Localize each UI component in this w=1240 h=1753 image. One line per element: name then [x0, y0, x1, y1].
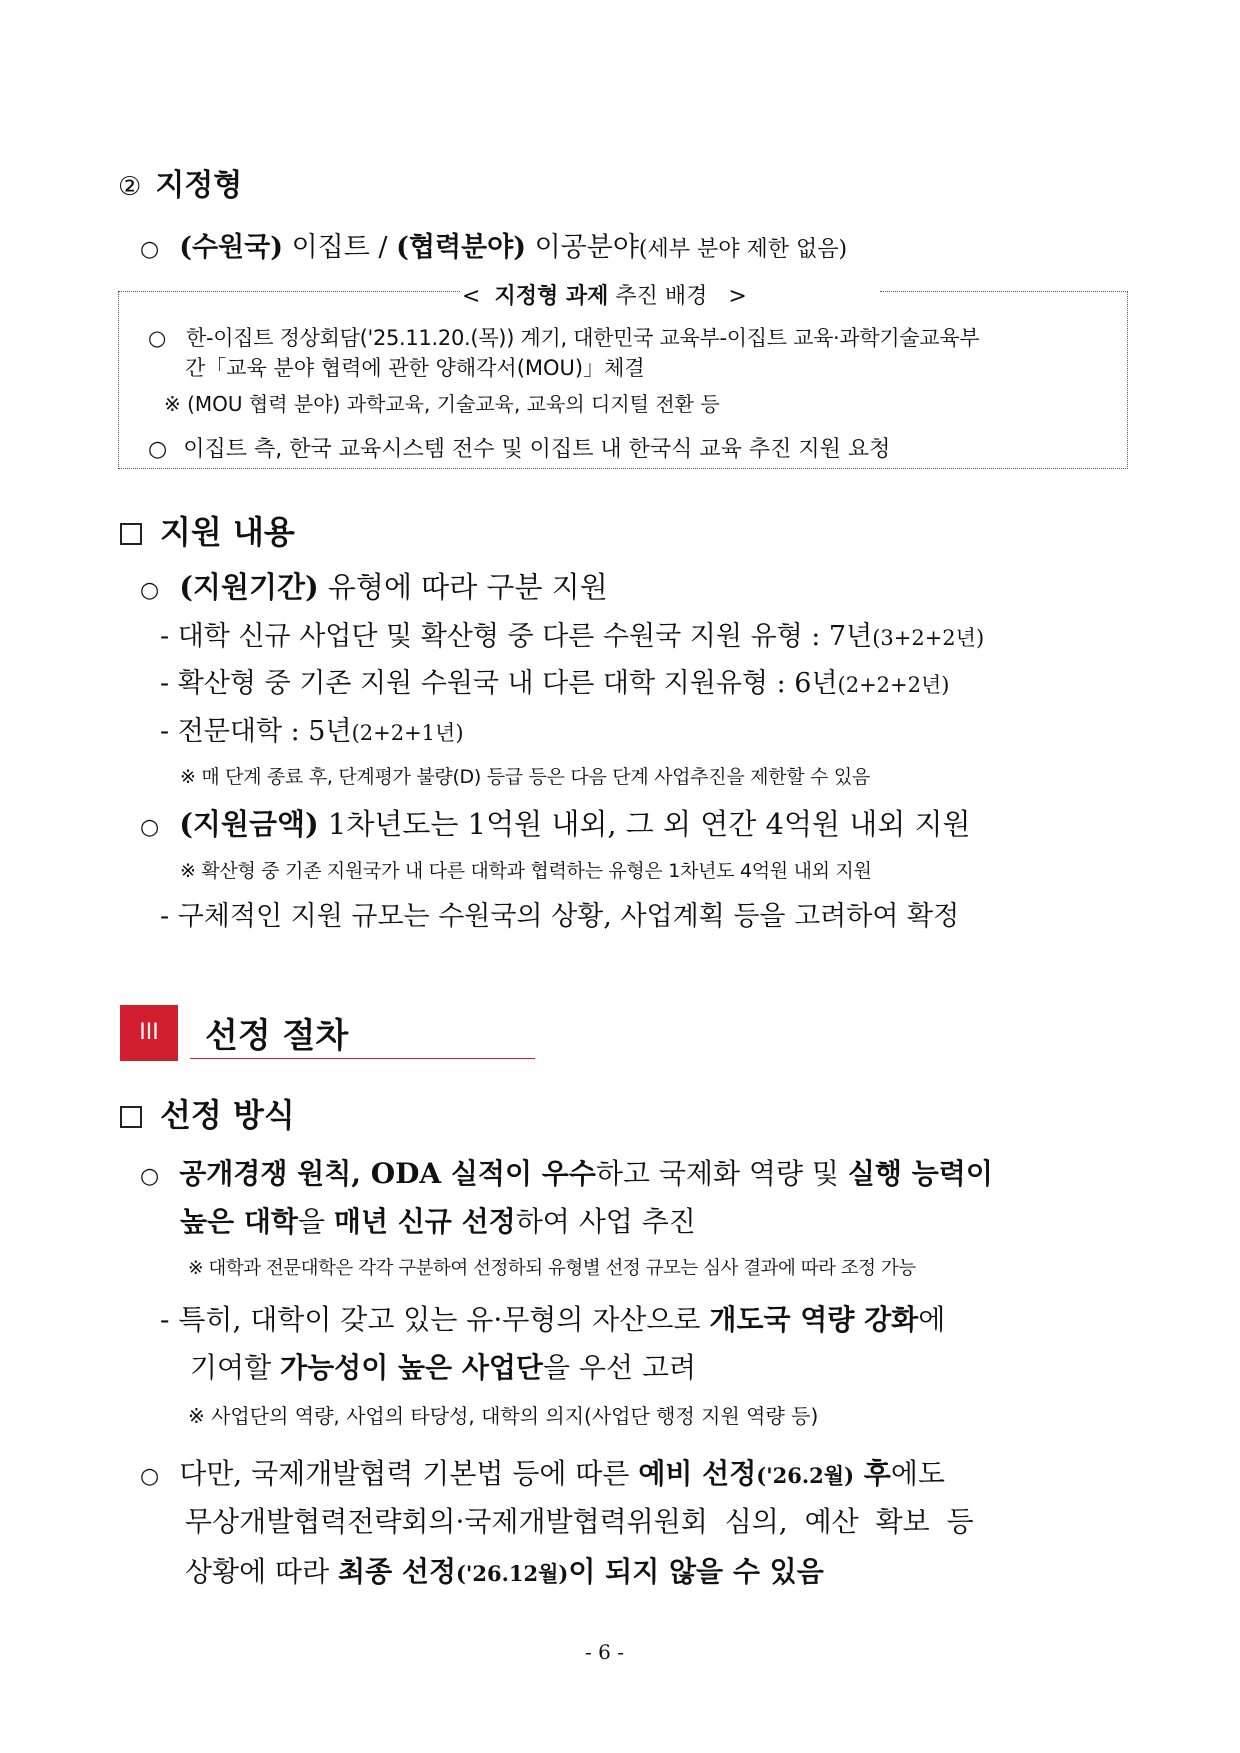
box-title-open: <: [462, 284, 481, 309]
p1-text-1: 하고 국제화 역량 및: [595, 1157, 848, 1190]
period-item-small: (2+2+1년): [351, 721, 464, 745]
selection-p1-line2: [180, 1200, 696, 1240]
square-icon: [120, 1106, 142, 1128]
period-item-text: - 대학 신규 사업단 및 확산형 중 다른 수원국 지원 유형 : 7년: [160, 621, 873, 652]
bullet: ○: [140, 1464, 160, 1489]
p1-bold-2: 실행 능력이: [847, 1157, 993, 1190]
box-item2: [148, 432, 890, 463]
selection-p2-line3: [185, 1550, 824, 1590]
period-item-2: [160, 661, 949, 700]
p2-bold-3: 최종 선정: [338, 1555, 456, 1588]
period-item-text: - 전문대학 : 5년: [160, 716, 352, 747]
label-field: (협력분야): [396, 232, 526, 263]
bullet: ○: [148, 326, 167, 350]
p2-bold-1: 예비 선정: [638, 1457, 757, 1490]
bullet: ○: [140, 237, 160, 262]
period-line: [140, 565, 608, 606]
selection-p2-line1: [140, 1452, 945, 1492]
amount-line: [140, 802, 971, 843]
p1-sub-bold-1: 개도국 역량 강화: [709, 1303, 919, 1336]
subsection-heading: [118, 160, 242, 204]
p2-bold-3-small: ('26.12월): [456, 1561, 569, 1586]
period-text: 유형에 따라 구분 지원: [318, 570, 608, 604]
box-title-rest: 추진 배경: [608, 284, 708, 309]
box-item1: [148, 322, 979, 352]
period-note: ※ 매 단계 종료 후, 단계평가 불량(D) 등급 등은 다음 단계 사업추진을 제한할 수 있음: [180, 766, 870, 788]
square-icon: [120, 523, 142, 545]
p1-bold-1: 공개경쟁 원칙, ODA 실적이 우수: [179, 1157, 596, 1190]
subsection-marker: ②: [118, 172, 142, 202]
box-item2-text: 이집트 측, 한국 교육시스템 전수 및 이집트 내 한국식 교육 추진 지원 요청: [183, 437, 891, 462]
p1-bold-4: 매년 신규 선정: [333, 1205, 516, 1238]
p1-sub-text-1: - 특히, 대학이 갖고 있는 유·무형의 자산으로: [160, 1303, 710, 1336]
p2-bold-2: 후: [854, 1457, 891, 1490]
period-item-1: [160, 614, 984, 653]
period-item-small: (3+2+2년): [872, 626, 985, 650]
p2-text-2: 에도: [890, 1457, 945, 1490]
selection-p1-line1: [140, 1152, 993, 1192]
text-field: 이공분야: [525, 232, 639, 263]
subsection-title: 지정형: [155, 168, 243, 203]
selection-p2-line2: 무상개발협력전략회의·국제개발협력위원회 심의, 예산 확보 등: [185, 1505, 974, 1538]
p1-sub-text-4: 을 우선 고려: [542, 1351, 697, 1384]
box-title-close: >: [728, 284, 747, 309]
page-number: - 6 -: [585, 1640, 624, 1664]
p1-sub-text-2: 에: [918, 1303, 946, 1336]
amount-text: 1차년도는 1억원 내외, 그 외 연간 4억원 내외 지원: [318, 807, 971, 841]
selection-p1-sub-line2: [190, 1346, 696, 1386]
selection-heading: [120, 1090, 295, 1136]
box-title-bold: 지정형 과제: [494, 284, 609, 309]
section-number-badge: III: [120, 1005, 178, 1061]
bullet: ○: [148, 437, 168, 462]
period-item-text: - 확산형 중 기존 지원 수원국 내 다른 대학 지원유형 : 6년: [160, 668, 838, 699]
p2-bold-4: 이 되지 않을 수 있음: [568, 1555, 824, 1588]
p1-sub-text-3: 기여할: [190, 1351, 281, 1384]
text-recipient: 이집트 /: [283, 232, 397, 263]
p2-text-3: 상황에 따라: [185, 1555, 339, 1588]
selection-p1-note: ※ 대학과 전문대학은 각각 구분하여 선정하되 유형별 선정 규모는 심사 결과에 따라 조정 가능: [188, 1258, 916, 1279]
p2-text-1: 다만, 국제개발협력 기본법 등에 따른: [179, 1457, 639, 1490]
p2-bold-1-small: ('26.2월): [756, 1463, 855, 1488]
section-underline: [190, 1058, 535, 1059]
type-line: [140, 225, 847, 264]
p1-sub-bold-2: 가능성이 높은 사업단: [280, 1351, 543, 1384]
bullet: ○: [140, 578, 160, 603]
bullet: ○: [140, 815, 160, 840]
amount-note: ※ 확산형 중 기존 지원국가 내 다른 대학과 협력하는 유형은 1차년도 4억원 내외 지원: [180, 860, 872, 882]
p1-text-2: 을: [297, 1205, 334, 1238]
p1-bold-3: 높은 대학: [180, 1205, 298, 1238]
p1-text-3: 하여 사업 추진: [515, 1205, 696, 1238]
period-item-small: (2+2+2년): [837, 673, 950, 697]
selection-p1-sub-note: ※ 사업단의 역량, 사업의 타당성, 대학의 의지(사업단 행정 지원 역량 등): [188, 1404, 819, 1428]
selection-p1-sub-line1: [160, 1298, 945, 1338]
period-label: (지원기간): [179, 570, 319, 604]
field-note: (세부 분야 제한 없음): [638, 237, 848, 262]
bullet: ○: [140, 1164, 160, 1189]
section-title: 선정 절차: [205, 1016, 349, 1056]
support-heading: [120, 507, 295, 553]
support-heading-text: 지원 내용: [160, 513, 295, 551]
box-item1-note: ※ (MOU 협력 분야) 과학교육, 기술교육, 교육의 디지털 전환 등: [164, 392, 720, 416]
amount-label: (지원금액): [179, 807, 319, 841]
amount-item: - 구체적인 지원 규모는 수원국의 상황, 사업계획 등을 고려하여 확정: [160, 901, 960, 932]
selection-heading-text: 선정 방식: [160, 1096, 295, 1134]
box-item1-line1: 한-이집트 정상회담('25.11.20.(목)) 계기, 대한민국 교육부-이집트 교육·과학기술교육부: [186, 326, 980, 350]
box-title: [462, 279, 747, 310]
box-item1-line2: 간「교육 분야 협력에 관한 양해각서(MOU)」체결: [185, 356, 645, 380]
label-recipient: (수원국): [179, 232, 283, 263]
period-item-3: [160, 709, 464, 748]
